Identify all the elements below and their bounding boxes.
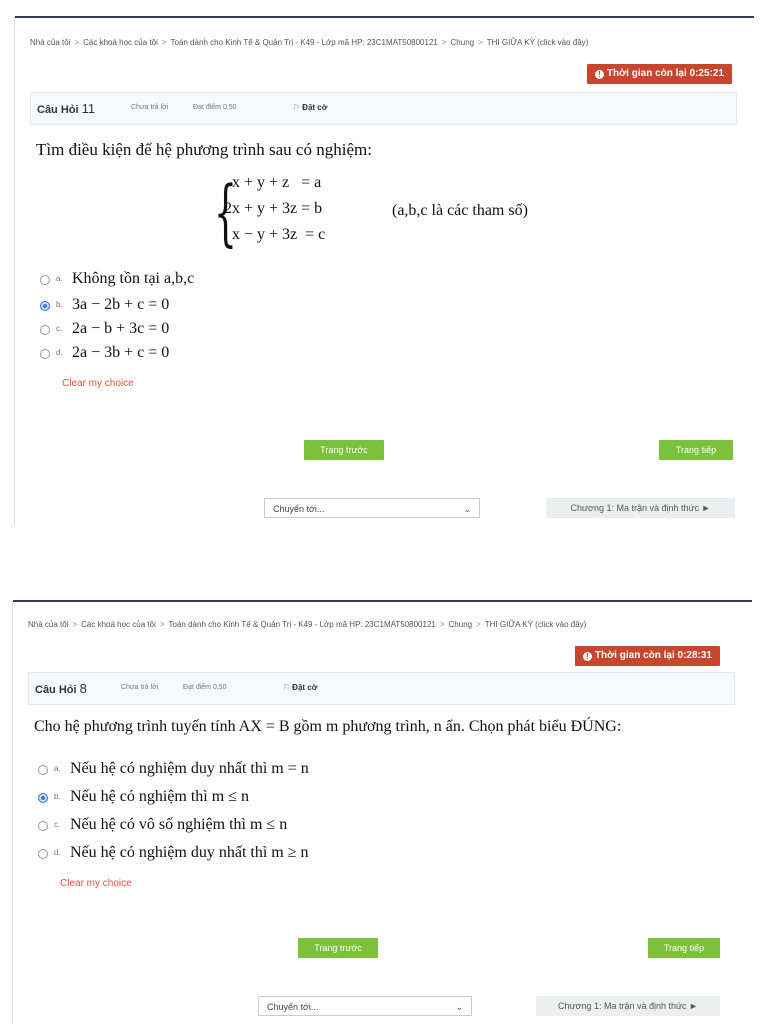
equation-3: x − y + 3z = c bbox=[232, 226, 326, 243]
next-page-button[interactable]: Trang tiếp bbox=[659, 440, 733, 460]
flag-label: Đặt cờ bbox=[302, 103, 328, 112]
time-remaining-text: Thời gian còn lại 0:28:31 bbox=[594, 650, 712, 661]
option-letter: d. bbox=[54, 848, 61, 857]
radio-a[interactable] bbox=[38, 765, 48, 775]
radio-b[interactable] bbox=[38, 793, 48, 803]
flag-question-button[interactable] bbox=[293, 103, 327, 112]
option-letter: b. bbox=[54, 792, 61, 801]
option-letter: a. bbox=[54, 764, 61, 773]
quiz-panel-2 bbox=[12, 600, 754, 1024]
breadcrumb-separator: > bbox=[478, 38, 483, 47]
radio-c[interactable] bbox=[38, 821, 48, 831]
flag-label: Đặt cờ bbox=[292, 683, 318, 692]
option-letter: c. bbox=[56, 324, 63, 333]
breadcrumb-separator: > bbox=[72, 620, 78, 629]
left-border bbox=[12, 600, 13, 1024]
chevron-down-icon: ⌄ bbox=[455, 1002, 463, 1012]
question-number bbox=[35, 681, 87, 696]
breadcrumb-separator: > bbox=[476, 620, 481, 629]
breadcrumb-separator: > bbox=[439, 620, 445, 629]
flag-question-button[interactable] bbox=[283, 683, 317, 692]
breadcrumb-general[interactable]: Chung bbox=[450, 38, 475, 47]
option-text: Nếu hệ có nghiệm duy nhất thì m = n bbox=[70, 760, 309, 777]
time-remaining-text: Thời gian còn lại 0:25:21 bbox=[606, 68, 724, 79]
option-letter: c. bbox=[54, 820, 61, 829]
question-info-bar bbox=[30, 92, 737, 125]
next-activity-link[interactable]: Chương 1: Ma trận và định thức ► bbox=[536, 996, 720, 1016]
question-text: Tìm điều kiện để hệ phương trình sau có nghiệm: bbox=[36, 140, 372, 159]
question-points: Đạt điểm 0,50 bbox=[193, 104, 237, 111]
chevron-down-icon: ⌄ bbox=[463, 504, 471, 514]
question-number-value: 11 bbox=[81, 101, 96, 116]
option-text: Không tồn tại a,b,c bbox=[72, 270, 195, 287]
question-status: Chưa trả lời bbox=[131, 104, 169, 111]
breadcrumb-exam[interactable]: THI GIỮA KỲ (click vào đây) bbox=[484, 620, 587, 629]
radio-b[interactable] bbox=[40, 301, 50, 311]
time-remaining-badge bbox=[587, 64, 732, 84]
option-text: Nếu hệ có vô số nghiệm thì m ≤ n bbox=[70, 816, 288, 833]
option-text: 2a − 3b + c = 0 bbox=[72, 344, 170, 361]
top-border bbox=[14, 16, 754, 18]
breadcrumb-my-courses[interactable]: Các khoá học của tôi bbox=[81, 620, 156, 629]
clear-choice-link[interactable]: Clear my choice bbox=[60, 878, 132, 889]
question-text: Cho hệ phương trình tuyến tính AX = B gồm m phương trình, n ẩn. Chọn phát biểu ĐÚNG: bbox=[34, 718, 622, 735]
breadcrumb-separator: > bbox=[161, 38, 167, 47]
left-border bbox=[14, 16, 15, 526]
clear-choice-link[interactable]: Clear my choice bbox=[62, 378, 134, 389]
option-letter: b. bbox=[56, 300, 63, 309]
option-text: Nếu hệ có nghiệm duy nhất thì m ≥ n bbox=[70, 844, 309, 861]
top-border bbox=[12, 600, 752, 602]
flag-icon: ⚐ bbox=[283, 683, 291, 692]
breadcrumb-general[interactable]: Chung bbox=[448, 620, 473, 629]
question-points: Đạt điểm 0,50 bbox=[183, 684, 227, 691]
time-remaining-badge bbox=[575, 646, 720, 666]
option-text: 3a − 2b + c = 0 bbox=[72, 296, 170, 313]
radio-a[interactable] bbox=[40, 275, 50, 285]
radio-c[interactable] bbox=[40, 325, 50, 335]
question-info-bar bbox=[28, 672, 735, 705]
question-label: Câu Hỏi bbox=[37, 104, 79, 116]
question-number bbox=[37, 101, 95, 116]
breadcrumb-separator: > bbox=[159, 620, 165, 629]
next-page-button[interactable]: Trang tiếp bbox=[648, 938, 720, 958]
option-text: Nếu hệ có nghiệm thì m ≤ n bbox=[70, 788, 249, 805]
equation-1: x + y + z = a bbox=[232, 174, 322, 191]
breadcrumb bbox=[30, 38, 588, 47]
next-activity-link[interactable]: Chương 1: Ma trận và định thức ► bbox=[546, 498, 735, 518]
jump-to-select[interactable] bbox=[258, 996, 472, 1016]
radio-d[interactable] bbox=[40, 349, 50, 359]
breadcrumb-my-courses[interactable]: Các khoá học của tôi bbox=[83, 38, 158, 47]
option-letter: a. bbox=[56, 274, 63, 283]
breadcrumb-exam[interactable]: THI GIỮA KỲ (click vào đây) bbox=[486, 38, 589, 47]
parameter-note: (a,b,c là các tham số) bbox=[392, 202, 528, 219]
equation-2: 2x + y + 3z = b bbox=[224, 200, 323, 217]
flag-icon: ⚐ bbox=[293, 103, 301, 112]
breadcrumb-course[interactable]: Toán dành cho Kinh Tế & Quản Trị - K49 - Lớp mã HP: 23C1MAT50800121 bbox=[170, 38, 438, 47]
option-letter: d. bbox=[56, 348, 63, 357]
system-brace: { bbox=[214, 170, 237, 254]
previous-page-button[interactable]: Trang trước bbox=[298, 938, 378, 958]
question-number-value: 8 bbox=[79, 681, 87, 696]
radio-d[interactable] bbox=[38, 849, 48, 859]
breadcrumb bbox=[28, 620, 586, 629]
quiz-panel-1 bbox=[14, 16, 756, 526]
jump-to-select[interactable] bbox=[264, 498, 480, 518]
clock-icon: ! bbox=[595, 70, 604, 79]
breadcrumb-home[interactable]: Nhà của tôi bbox=[30, 38, 71, 47]
question-status: Chưa trả lời bbox=[121, 684, 159, 691]
question-label: Câu Hỏi bbox=[35, 684, 77, 696]
breadcrumb-home[interactable]: Nhà của tôi bbox=[28, 620, 69, 629]
breadcrumb-course[interactable]: Toán dành cho Kinh Tế & Quản Trị - K49 - Lớp mã HP: 23C1MAT50800121 bbox=[168, 620, 436, 629]
jump-to-value: Chuyển tới... bbox=[267, 1002, 319, 1012]
clock-icon: ! bbox=[583, 652, 592, 661]
breadcrumb-separator: > bbox=[74, 38, 80, 47]
option-text: 2a − b + 3c = 0 bbox=[72, 320, 170, 337]
jump-to-value: Chuyển tới... bbox=[273, 504, 325, 514]
breadcrumb-separator: > bbox=[441, 38, 447, 47]
previous-page-button[interactable]: Trang trước bbox=[304, 440, 384, 460]
